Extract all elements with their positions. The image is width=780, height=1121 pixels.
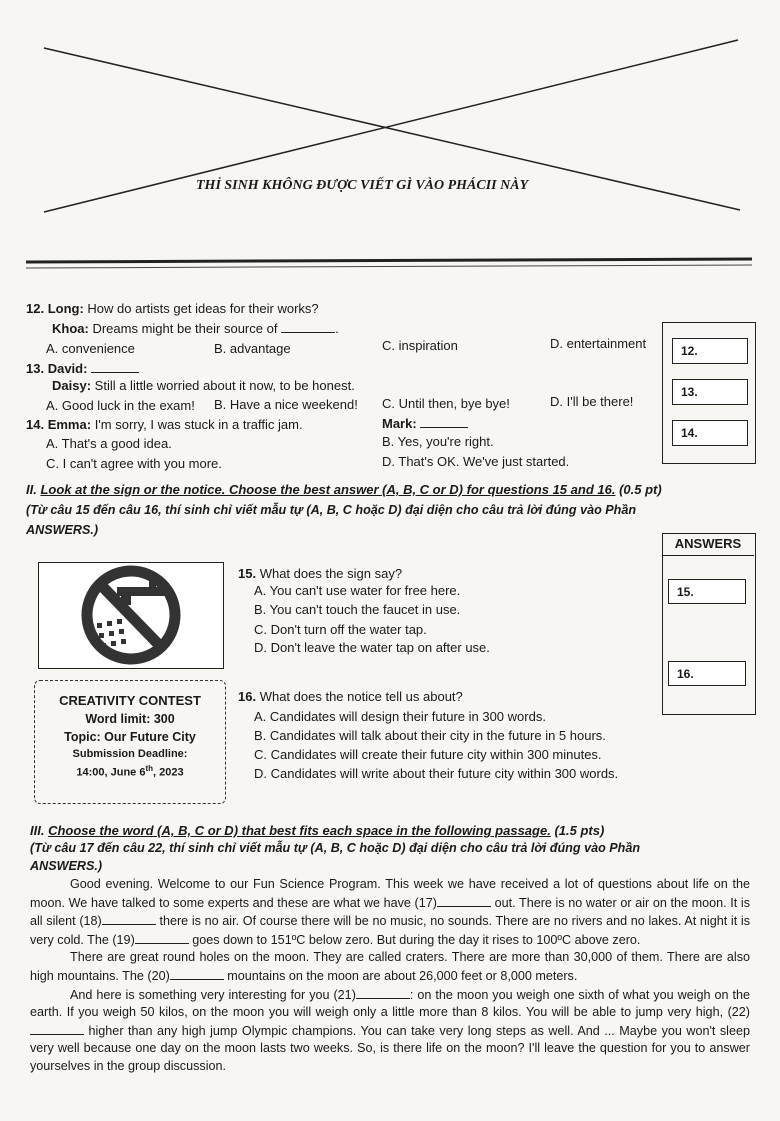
notice-title: CREATIVITY CONTEST (59, 693, 201, 708)
q13-number: 13. (26, 361, 45, 376)
q13-option-d: D. I'll be there! (550, 394, 634, 409)
q12-option-d: D. entertainment (550, 336, 647, 351)
q12-text1: How do artists get ideas for their works? (87, 301, 319, 316)
q13-speaker1: David: (47, 361, 88, 376)
no-running-tap-icon (39, 563, 223, 668)
q16-option-b: B. Candidates will talk about their city in the future in 5 hours. (254, 728, 606, 743)
section2-heading-text: Look at the sign or the notice. Choose the best answer (A, B, C or D) for questions 15 and 16. (40, 482, 616, 497)
notice-deadline-sup: th (145, 764, 154, 773)
q12-line1 (26, 301, 319, 316)
section3-heading-text: Choose the word (A, B, C or D) that best fits each space in the following passage. (48, 823, 551, 838)
notice-word-limit: Word limit: 300 (85, 712, 175, 726)
q15-question: What does the sign say? (259, 566, 403, 581)
blank-20 (170, 967, 224, 980)
q15-option-d: D. Don't leave the water tap on after use. (254, 640, 490, 655)
section2-instruction2: ANSWERS.) (26, 523, 99, 537)
q14-option-a: A. That's a good idea. (46, 436, 172, 451)
q13-text2: Still a little worried about it now, to be honest. (94, 378, 355, 393)
passage-p3-part-a: And here is something very interesting for you (21) (70, 987, 356, 1002)
passage-p2-part-a: There are great round holes on the moon. They are called craters. There are more than 30,000 of them. There are also high mountains. The (20) (30, 950, 750, 983)
q14-option-c: C. I can't agree with you more. (46, 456, 222, 471)
answer-box-13[interactable]: 13. (672, 379, 748, 405)
answer-box-14[interactable]: 14. (672, 420, 748, 446)
notice-deadline-label: Submission Deadline: (72, 748, 188, 760)
blank-22 (30, 1022, 84, 1035)
passage-p3-part-c: higher than any high jump Olympic champions. You can take very long steps as well. And ... Maybe you won't sleep very well because one day on the moon lasts two weeks. So, is there life on the moon? I'll leave the question for you to answer yourselves in the group discussion. (30, 1023, 750, 1073)
passage-p1-part-a: Good evening. Welcome to our Fun Science Program. This week we have received a lot of questions about life on the moon. We have talked to some experts and these are what we have (17) (30, 877, 750, 910)
answer-panel-bottom (662, 533, 756, 715)
answer-box-15[interactable]: 15. (668, 579, 746, 604)
q12-option-a: A. convenience (46, 341, 135, 356)
q15-question-line (238, 566, 402, 581)
passage-p2-part-b: mountains on the moon are about 26,000 feet or 8,000 meters. (227, 968, 578, 983)
q13-speaker2: Daisy: (52, 378, 92, 393)
q14-line1 (26, 417, 303, 432)
q14-speaker1: Emma: (47, 417, 92, 432)
q12-option-b: B. advantage (214, 341, 291, 356)
no-running-tap-sign (38, 562, 224, 669)
section2-instruction1: (Từ câu 15 đến câu 16, thí sinh chỉ viết mẫu tự (A, B, C hoặc D) đại diện cho câu trả lời đúng vào Phần (26, 503, 637, 517)
no-writing-notice: THỈ SINH KHÔNG ĐƯỢC VIẾT GÌ VÀO PHÁCII NÀY (196, 178, 529, 193)
blank-19 (135, 931, 189, 944)
passage-paragraph-3 (30, 986, 750, 1076)
q13-option-b: B. Have a nice weekend! (214, 397, 358, 412)
creativity-contest-notice (34, 680, 226, 804)
q12-period: . (335, 321, 339, 336)
q16-option-c: C. Candidates will create their future city within 300 minutes. (254, 747, 602, 762)
answer-box-16[interactable]: 16. (668, 661, 746, 686)
q16-question-line (238, 689, 463, 704)
q12-text2: Dreams might be their source of (92, 321, 278, 336)
answers-title: ANSWERS (662, 533, 754, 556)
q14-number: 14. (26, 417, 45, 432)
section3-instruction1: (Từ câu 17 đến câu 22, thí sinh chỉ viết mẫu tự (A, B, C hoặc D) đại diện cho câu trả lời đúng vào Phần (30, 841, 641, 855)
q14-blank (420, 415, 468, 428)
notice-topic: Topic: Our Future City (64, 730, 196, 744)
q13-line2 (52, 378, 355, 393)
q14-option-b: B. Yes, you're right. (382, 434, 494, 449)
section3-instruction2: ANSWERS.) (30, 859, 103, 873)
answer-box-12[interactable]: 12. (672, 338, 748, 364)
q13-option-c: C. Until then, bye bye! (382, 396, 510, 411)
q12-option-c: C. inspiration (382, 338, 458, 353)
q12-line2 (52, 320, 339, 336)
section2-points: (0.5 pt) (619, 482, 662, 497)
blank-17 (437, 894, 491, 907)
blank-21 (356, 986, 410, 999)
section2-number: II. (26, 482, 37, 497)
passage-paragraph-1 (30, 876, 750, 949)
q16-number: 16. (238, 689, 257, 704)
q15-number: 15. (238, 566, 257, 581)
q13-blank (91, 360, 139, 373)
q13-option-a: A. Good luck in the exam! (46, 398, 195, 413)
passage-paragraph-2 (30, 949, 750, 985)
passage-p1-part-b: out. There is no water or air on the moon. It is all silent (18) (30, 895, 750, 929)
q15-option-b: B. You can't touch the faucet in use. (254, 602, 461, 617)
blank-18 (102, 912, 156, 925)
section3-number: III. (30, 823, 45, 838)
q14-text1: I'm sorry, I was stuck in a traffic jam. (94, 417, 303, 432)
q16-option-a: A. Candidates will design their future in 300 words. (254, 709, 546, 724)
q12-speaker2: Khoa: (52, 321, 89, 336)
section3-heading (30, 823, 604, 838)
q15-option-c: C. Don't turn off the water tap. (254, 622, 427, 637)
section2-heading (26, 482, 662, 497)
passage-p3-part-b: : on the moon you weigh one sixth of what you weigh on the earth. If you weigh 50 kilos, on the moon you will weigh only a little more than 8 kilos. You will be able to jump very high, (22) (30, 987, 750, 1020)
passage-p1-part-c: there is no air. Of course there will be no music, no sounds. There are no rivers and no lakes. At night it is very cold. The (19) (30, 914, 750, 947)
q12-blank (281, 320, 335, 333)
q12-speaker1: Long: (47, 301, 84, 316)
q16-question: What does the notice tell us about? (259, 689, 463, 704)
q12-number: 12. (26, 301, 45, 316)
q16-option-d: D. Candidates will write about their future city within 300 words. (254, 766, 619, 781)
section3-points: (1.5 pts) (554, 823, 605, 838)
q14-option-d: D. That's OK. We've just started. (382, 454, 570, 469)
q15-option-a: A. You can't use water for free here. (254, 583, 461, 598)
q14-mark (382, 415, 468, 431)
notice-deadline-year: , 2023 (153, 766, 184, 779)
notice-deadline (35, 764, 225, 779)
passage-p1-part-d: goes down to 151ºC below zero. But during the day it rises to 100ºC above zero. (192, 932, 641, 947)
notice-deadline-value: 14:00, June 6 (76, 766, 146, 779)
reading-passage (30, 876, 750, 1076)
q14-speaker2: Mark: (382, 416, 417, 431)
q13-line1 (26, 360, 139, 376)
header-cross-lines (0, 0, 780, 280)
